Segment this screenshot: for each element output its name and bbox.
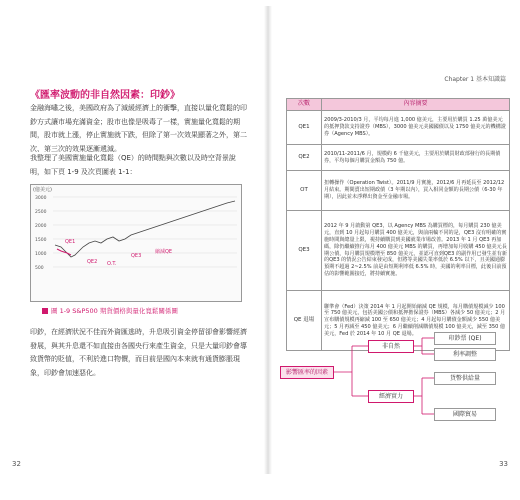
diagram-leaf-3: 貨幣供給量	[434, 372, 496, 385]
right-page	[272, 6, 514, 474]
chart-yticks	[35, 195, 47, 271]
table-row	[287, 145, 510, 171]
ytick: 1000	[35, 252, 47, 257]
header-count: 次數	[287, 99, 322, 111]
diagram-leaf-2: 利率調整	[434, 348, 496, 361]
diagram-root: 影響匯率的因素	[280, 366, 334, 379]
chart-ylabel: (億美元)	[33, 187, 52, 193]
book-spread	[6, 6, 514, 474]
ytick: 2500	[35, 210, 47, 215]
row-name: QE 退場	[287, 291, 322, 351]
table-row	[287, 111, 510, 145]
chapter-header: Chapter 1 基本知識篇	[444, 76, 506, 83]
diagram-leaf-4: 國際貿易	[434, 408, 496, 421]
ytick: 3000	[35, 196, 47, 201]
row-text: 2012 年 9 月啟動第 QE3，以 Agency MBS 為購買標的，每月購買 230 億美元，直到 10 月起每月購買 400 億美元，與前兩輪不同的是，QE3 沒有明確的實施時間與總量上限，視持續購買到美國就業市場改善。2013 年 1 月 QE3 再加碼，除仍繼續推行每月 400 億美元 MBS 的購買，再增加每月收購 450 億美元長期公債，每月購買規模增至 850 億美元，並認可直到QE3 的副作用已發生並有新的QE3 的情況公告結束發完成，但將等美國失業率低於 6.5% 以下，且美國通膨預期不超過 2~2.5% 前是由短期利率低 6.5% 時，美國的利率目標，此後目前預估的影響範圍接近，將持續實施。	[322, 211, 510, 291]
section-title: 《匯率波動的非自然因素：印鈔》	[30, 90, 180, 101]
header-summary: 內容摘要	[322, 99, 510, 111]
page-number-right: 33	[499, 460, 508, 468]
row-name: QE1	[287, 111, 322, 145]
caption-text: 圖 1-9 S&P500 期貨價格與量化寬鬆關係圖	[51, 307, 178, 315]
paragraph-2: 我整理了美國實施量化寬鬆（QE）的時間點與次數以及時空背景說明，如下頁 1-9 及次頁圖表 1-1：	[30, 154, 236, 176]
table-header-row	[287, 99, 510, 111]
label-ot: O.T.	[107, 261, 117, 267]
qe-table	[286, 98, 510, 351]
diagram-branch-2: 經濟實力	[368, 390, 414, 403]
row-text: 2009/3-2010/3 月，平均每月進 1,000 億美元，主要用於購買 1.25 萬億美元的抵押貸款支持證券（MBS），3000 億美元美國國債以及 1750 億美元的機構證券（Agency MBS）。	[322, 111, 510, 145]
paragraph-1: 金融海嘯之後，美國政府為了減緩經濟上的衝擊，直接以量化寬鬆的印鈔方式讓市場充滿資金；股市也像是吸毒了一樣，實施量化寬鬆的期間，股市就上漲，停止實施就下跌，但除了第一次效果顯著之外，第二次、第三次的效果逐漸遞減。	[30, 104, 247, 153]
sp500-chart	[30, 184, 242, 302]
book-spine	[264, 6, 272, 474]
left-page	[6, 6, 264, 474]
diagram-leaf-1: 印鈔票 (QE)	[434, 332, 496, 345]
row-name: QE3	[287, 211, 322, 291]
label-qe1: QE1	[65, 239, 76, 245]
page-number-left: 32	[12, 460, 21, 468]
row-text: 扭轉操作（Operation Twist）。2011/9 月實施，2012/6 月再延長至 2012/12 月結束。期間賣出短期政債（3 年期以內），買入相同金額的長期公債（6-30 年期），因此並未淨釋出資金至金融市場。	[322, 171, 510, 211]
label-qe3: QE3	[131, 253, 142, 259]
caption-marker	[42, 308, 48, 314]
label-qe2: QE2	[87, 259, 98, 265]
sp500-line	[55, 201, 235, 257]
factor-diagram	[272, 332, 514, 428]
label-taper: 縮減QE	[155, 249, 173, 255]
ytick: 1500	[35, 238, 47, 243]
row-name: OT	[287, 171, 322, 211]
row-text: 2010/11-2011/6 月，規模約 6 千億美元，主要用於購買財政部發行的長期債券，平均每個月購買金額為 750 億。	[322, 145, 510, 171]
diagram-branch-1: 非自然	[368, 340, 414, 353]
row-name: QE2	[287, 145, 322, 171]
paragraph-3: 印鈔，在經濟狀況不佳而外資匯逃時，升息吸引資金停留卻會影響經濟發展，與其升息還不如直接由各國央行來產生資金，只是大量印鈔會導致貨幣的貶值，不利於進口物價，而目前是國內本來就有通貨膨脹現象，印鈔會加速惡化。	[30, 328, 247, 377]
table-row	[287, 211, 510, 291]
row-text: 聯準會（Fed）決策 2014 年 1 月起開始縮減 QE 規模，每月購債規模減少 100 至 750 億美元，包括美國公債和抵押擔保證券（MBS）各減少 50 億美元；2 月宣布購債規模再縮減 100 至 650 億美元；4 月起每月購債金額減少 550 億美元；5 月再減至 450 億美元；6 月繼續削減購債規模 100 億美元，減至 350 億美元，Fed 於 2014 年 10 月 QE 退場。	[322, 291, 510, 351]
ytick: 2000	[35, 224, 47, 229]
figure-caption	[42, 306, 178, 315]
chart-svg	[31, 185, 241, 301]
ytick: 500	[35, 266, 44, 271]
table-row	[287, 171, 510, 211]
